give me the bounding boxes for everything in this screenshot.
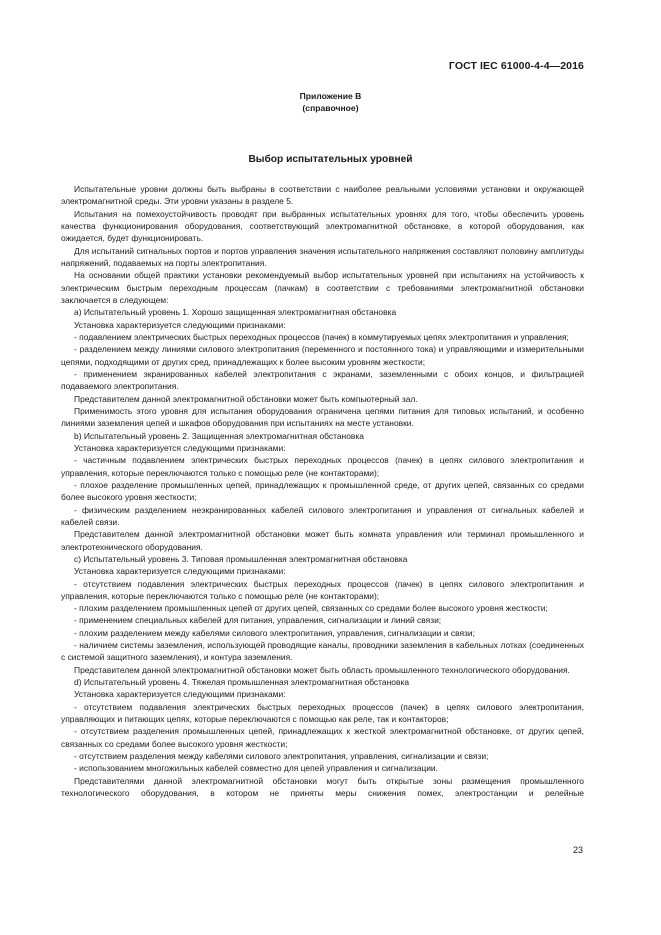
paragraph: Представителем данной электромагнитной обстановки может быть компьютерный зал. xyxy=(74,393,418,404)
paragraph: Установка характеризуется следующими признаками: xyxy=(74,566,286,577)
page-number: 23 xyxy=(572,845,583,855)
paragraph: Установка характеризуется следующими признаками: xyxy=(74,319,286,330)
standard-code-header: ГОСТ IEC 61000-4-4—2016 xyxy=(448,60,584,72)
list-item: - отсутствием подавления электрических быстрых переходных процессов (пачек) в цепях силового электропитания и управления, которые переключаются только с помощью реле (не контакторами); xyxy=(61,578,584,601)
list-item: - частичным подавлением электрических быстрых переходных процессов (пачек) в цепях силового электропитания и управления, которые переключаются только с помощью реле (не контакторами); xyxy=(61,455,584,478)
list-item: - плохим разделением промышленных цепей от других цепей, связанных со средами более высокого уровня жесткости; xyxy=(74,603,548,614)
body-text xyxy=(61,183,584,799)
appendix-subtitle: (справочное) xyxy=(302,103,359,113)
paragraph: Представителем данной электромагнитной обстановки может быть комната управления или терминал промышленного и электротехнического оборудования. xyxy=(61,529,584,552)
list-item: - плохим разделением между кабелями силового электропитания, управления, сигнализации и связи; xyxy=(74,627,475,638)
list-heading-level-2: b) Испытательный уровень 2. Защищенная электромагнитная обстановка xyxy=(74,430,364,441)
list-heading-level-3: c) Испытательный уровень 3. Типовая промышленная электромагнитная обстановка xyxy=(74,553,408,564)
list-item: - наличием системы заземления, использующей проводящие каналы, проводники заземления в кабельных лотках (соединенных с системой защитного заземления), и контура заземления. xyxy=(61,640,584,663)
list-item: - применением экранированных кабелей электропитания с экранами, заземленными с обоих концов, и фильтрацией подаваемого электропитания. xyxy=(61,368,584,392)
list-heading-level-4: d) Испытательный уровень 4. Тяжелая промышленная электромагнитная обстановка xyxy=(74,677,410,688)
appendix-heading xyxy=(0,90,661,114)
list-item: - применением специальных кабелей для питания, управления, сигнализации и линий связи; xyxy=(74,615,442,626)
paragraph: Для испытаний сигнальных портов и портов управления значения испытательного напряжения составляют половину амплитуды напряжений, подаваемых на порты электропитания. xyxy=(61,245,584,268)
list-item: - физическим разделением неэкранированных кабелей силового электропитания и управления от сигнальных кабелей и кабелей связи. xyxy=(61,504,584,527)
paragraph: На основании общей практики установки рекомендуемый выбор испытательных уровней при испытаниях на устойчивость к электрическим быстрым переходным процессам (пачкам) в соответствии с требованиями электромагнитной обстановки заключается в следующем: xyxy=(61,270,584,305)
paragraph: Представителем данной электромагнитной обстановки может быть область промышленного технологического оборудования. xyxy=(74,664,570,675)
list-item: - отсутствием подавления электрических быстрых переходных процессов (пачек) в цепях силового электропитания, управляющих и питающих цепях, которые переключаются с помощью как реле, так и контакторов; xyxy=(61,701,584,725)
paragraph: Представителями данной электромагнитной обстановки могут быть открытые зоны размещения промышленного технологического оборудования, в котором не приняты меры снижения помех, электростанции и релейные xyxy=(61,775,584,799)
list-item: - плохое разделение промышленных цепей, принадлежащих к промышленной среде, от других цепей, связанных со средами более высокого уровня жесткости; xyxy=(61,479,584,503)
appendix-title: Приложение В xyxy=(299,91,362,101)
paragraph: Применимость этого уровня для испытания оборудования ограничена цепями питания для типовых испытаний, и особенно линиями заземления цепей и шкафов оборудования при испытаниях на месте установки. xyxy=(61,405,584,429)
list-item: - отсутствием разделения между кабелями силового электропитания, управления, сигнализации и связи; xyxy=(74,751,489,762)
list-item: - отсутствием разделения промышленных цепей, принадлежащих к жесткой электромагнитной обстановке, от других цепей, связанных со средами более высокого уровня жесткости; xyxy=(61,726,584,749)
section-title: Выбор испытательных уровней xyxy=(248,154,413,165)
list-item: - подавлением электрических быстрых переходных процессов (пачек) в коммутируемых цепях электропитания и управления; xyxy=(74,331,569,342)
list-heading-level-1: a) Испытательный уровень 1. Хорошо защищенная электромагнитная обстановка xyxy=(74,307,397,318)
paragraph: Испытательные уровни должны быть выбраны в соответствии с наиболее реальными условиями установки и окружающей электромагнитной среды. Эти уровни указаны в разделе 5. xyxy=(61,184,584,207)
list-item: - использованием многожильных кабелей совместно для цепей управления и сигнализации. xyxy=(74,763,438,774)
list-item: - разделением между линиями силового электропитания (переменного и постоянного тока) и управляющими и измерительными цепями, подходящими от других сред, принадлежащих к более высоким уровням жесткости; xyxy=(61,344,584,367)
paragraph: Установка характеризуется следующими признаками: xyxy=(74,689,286,700)
paragraph: Установка характеризуется следующими признаками: xyxy=(74,442,286,453)
paragraph: Испытания на помехоустойчивость проводят при выбранных испытательных уровнях для того, чтобы обеспечить уровень качества функционирования оборудования, соответствующий электромагнитной обстановке, в которой оборудования, как ожидается, будет функционировать. xyxy=(61,208,584,244)
